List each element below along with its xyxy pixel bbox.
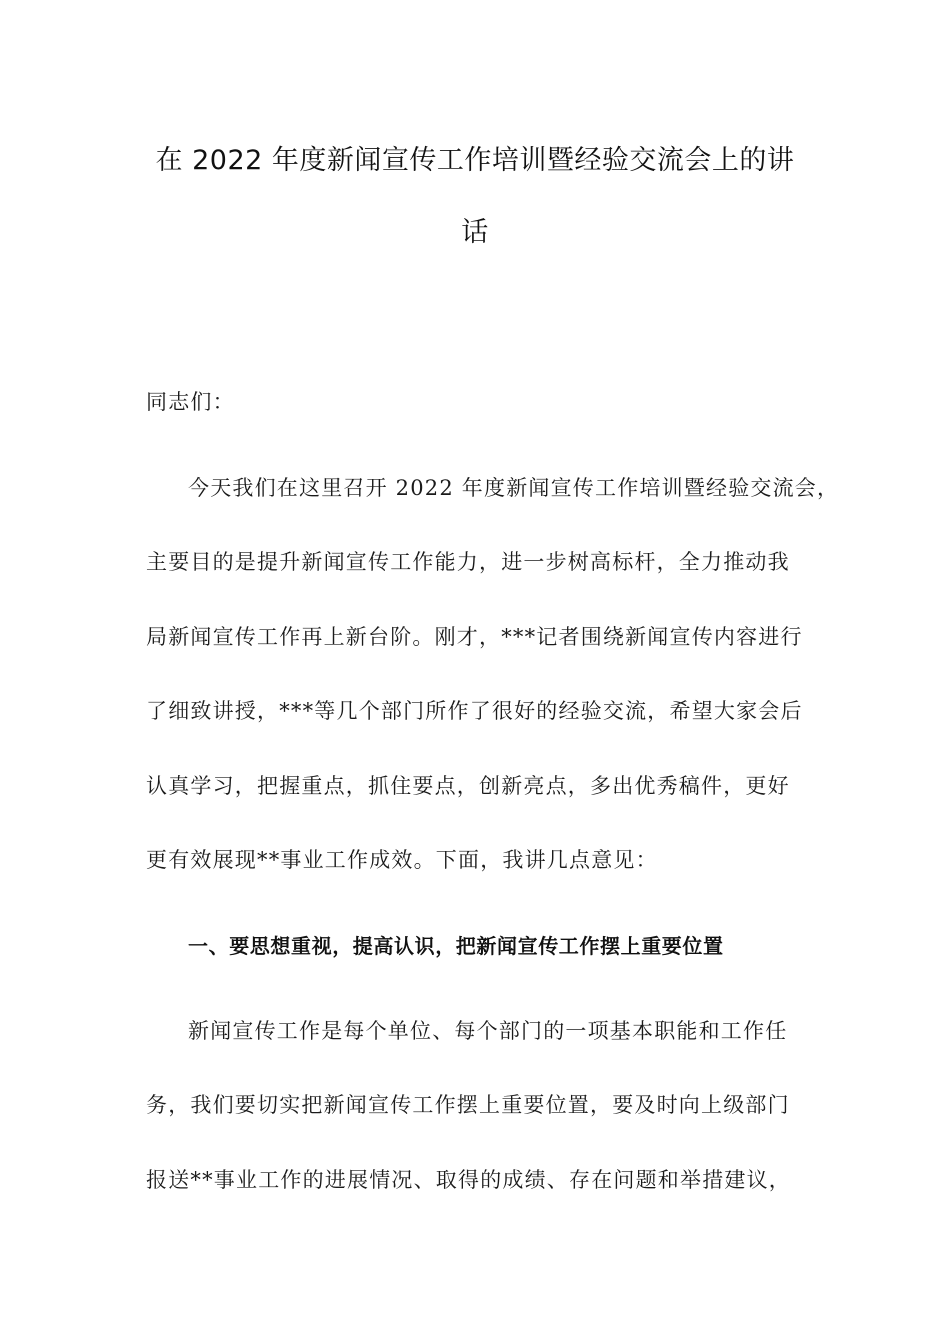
paragraph-1-line-1: 今天我们在这里召开 2022 年度新闻宣传工作培训暨经验交流会， xyxy=(188,476,840,500)
paragraph-1-line-2: 主要目的是提升新闻宣传工作能力，进一步树高标杆，全力推动我 xyxy=(146,550,790,574)
paragraph-2-line-2: 务，我们要切实把新闻宣传工作摆上重要位置，要及时向上级部门 xyxy=(146,1093,790,1117)
paragraph-1-line-6: 更有效展现**事业工作成效。下面，我讲几点意见： xyxy=(146,848,658,872)
paragraph-1-line-4: 了细致讲授，***等几个部门所作了很好的经验交流，希望大家会后 xyxy=(146,699,803,723)
paragraph-2-line-3: 报送**事业工作的进展情况、取得的成绩、存在问题和举措建议， xyxy=(146,1168,791,1192)
salutation: 同志们： xyxy=(146,390,235,414)
paragraph-1-line-3: 局新闻宣传工作再上新台阶。刚才，***记者围绕新闻宣传内容进行 xyxy=(146,625,803,649)
paragraph-2-line-1: 新闻宣传工作是每个单位、每个部门的一项基本职能和工作任 xyxy=(188,1019,788,1043)
document-title-line-1: 在 2022 年度新闻宣传工作培训暨经验交流会上的讲 xyxy=(155,145,795,176)
document-title-line-2: 话 xyxy=(461,217,489,248)
paragraph-1-line-5: 认真学习，把握重点，抓住要点，创新亮点，多出优秀稿件，更好 xyxy=(146,774,790,798)
section-1-heading: 一、要思想重视，提高认识，把新闻宣传工作摆上重要位置 xyxy=(188,934,724,958)
